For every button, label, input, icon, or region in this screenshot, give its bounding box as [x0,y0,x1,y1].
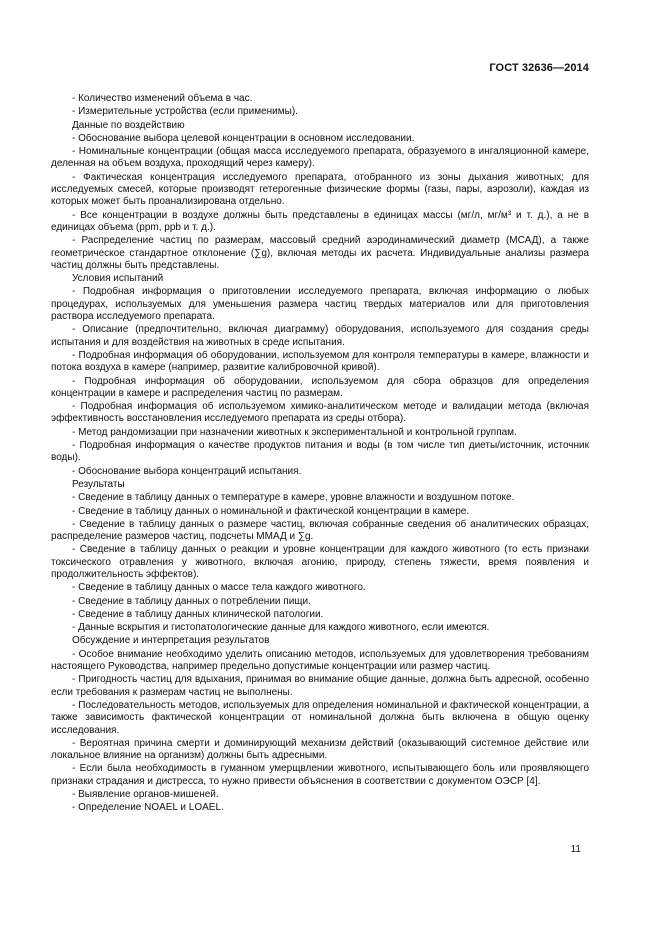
list-item: - Подробная информация об оборудовании, используемом для контроля температуры в камере, влажности и потока воздуха в камере (например, развитие калибровочной кривой). [51,349,589,374]
list-item: - Фактическая концентрация исследуемого препарата, отобранного из зоны дыхания животных; для исследуемых смесей, которые производят гетерогенные физические формы (газы, пары, аэрозоли), каждая из которых может быть проанализирована отдельно. [51,171,589,208]
list-item: - Если была необходимость в гуманном умерщвлении животного, испытывающего боль или проявляющего признаки страдания и дистресса, то нужно привести объяснения в соответствии с документом ОЭСР [4]. [51,763,589,787]
list-item: - Измерительные устройства (если применимы). [72,106,298,118]
list-item: - Обоснование выбора концентраций испытания. [72,465,302,477]
section-heading: Обсуждение и интерпретация результатов [72,635,270,647]
list-item: - Сведение в таблицу данных о температуре в камере, уровне влажности и воздушном потоке. [72,492,515,504]
list-item: - Последовательность методов, используемых для определения номинальной и фактической концентрации, а также зависимость фактической концентрации от номинальной должна быть включена в общую оценку исследования. [51,699,589,736]
section-heading: Условия испытаний [72,273,164,285]
list-item: - Сведение в таблицу данных о реакции и уровне концентрации для каждого животного (то есть признаки токсического отравления у животного, включая агонию, природу, степень тяжести, время появления и продолжительность эффектов). [51,544,589,580]
list-item: - Определение NOAEL и LOAEL. [72,802,224,814]
list-item: - Все концентрации в воздухе должны быть представлены в единицах массы (мг/л, мг/м³ и т. д.), а не в единицах объема (ppm, ppb и т. д.). [51,209,589,233]
document-body [51,93,589,816]
list-item: - Вероятная причина смерти и доминирующий механизм действий (оказывающий системное действие или локальное влияние на организм) должны быть адресными. [51,737,589,762]
section-heading: Результаты [72,478,125,490]
list-item: - Подробная информация о приготовлении исследуемого препарата, включая информацию о любых процедурах, используемых для уменьшения размера частиц твердых материалов или для приготовления раствора исследуемого препарата. [51,286,589,323]
list-item: - Сведение в таблицу данных о номинальной и фактической концентрации в камере. [72,505,470,517]
list-item: - Сведение в таблицу данных о массе тела каждого животного. [72,582,366,594]
list-item: - Подробная информация об оборудовании, используемом для сбора образцов для определения концентрации в камере и распределения частиц по размерам. [51,375,589,399]
page-number: 11 [570,844,581,855]
list-item: - Данные вскрытия и гистопатологические данные для каждого животного, если имеются. [72,622,490,634]
list-item: - Сведение в таблицу данных клинической патологии. [72,608,324,620]
list-item: - Распределение частиц по размерам, массовый средний аэродинамический диаметр (МСАД), а также геометрическое стандартное отклонение (∑g), включая методы их расчета. Индивидуальные анализы размера частиц должны быть представлены. [51,235,589,271]
section-heading: Данные по воздействию [72,119,185,131]
list-item: - Пригодность частиц для вдыхания, принимая во внимание общие данные, должна быть адресной, особенно если требования к размерам частиц не выполнены. [51,674,589,698]
list-item: - Метод рандомизации при назначении животных к экспериментальной и контрольной группам. [72,426,517,438]
list-item: - Особое внимание необходимо уделить описанию методов, используемых для удовлетворения требованиям настоящего Руководства, например предельно допустимые концентрации или размер частиц. [51,648,589,673]
list-item: - Количество изменений объема в час. [72,93,253,104]
list-item: - Подробная информация об используемом химико-аналитическом методе и валидации метода (включая эффективность восстановления исследуемого препарата из среды отбора). [51,401,589,425]
list-item: - Обоснование выбора целевой концентрации в основном исследовании. [72,132,415,144]
document-id: ГОСТ 32636—2014 [489,62,589,74]
list-item: - Описание (предпочтительно, включая диаграмму) оборудования, используемого для создания среды испытания и для воздействия на животных в среде испытания. [51,324,589,348]
list-item: - Номинальные концентрации (общая масса исследуемого препарата, образуемого в ингаляционной камере, деленная на объем воздуха, проходящий через камеру). [51,146,589,170]
list-item: - Сведение в таблицу данных о потреблении пищи. [72,595,311,607]
list-item: - Сведение в таблицу данных о размере частиц, включая собранные сведения об аналитических образцах, распределение размеров частиц, подсчеты ММАД и ∑g. [51,518,589,543]
list-item: - Выявление органов-мишеней. [72,789,219,801]
list-item: - Подробная информация о качестве продуктов питания и воды (в том числе тип диеты/источник, источник воды). [51,440,589,464]
